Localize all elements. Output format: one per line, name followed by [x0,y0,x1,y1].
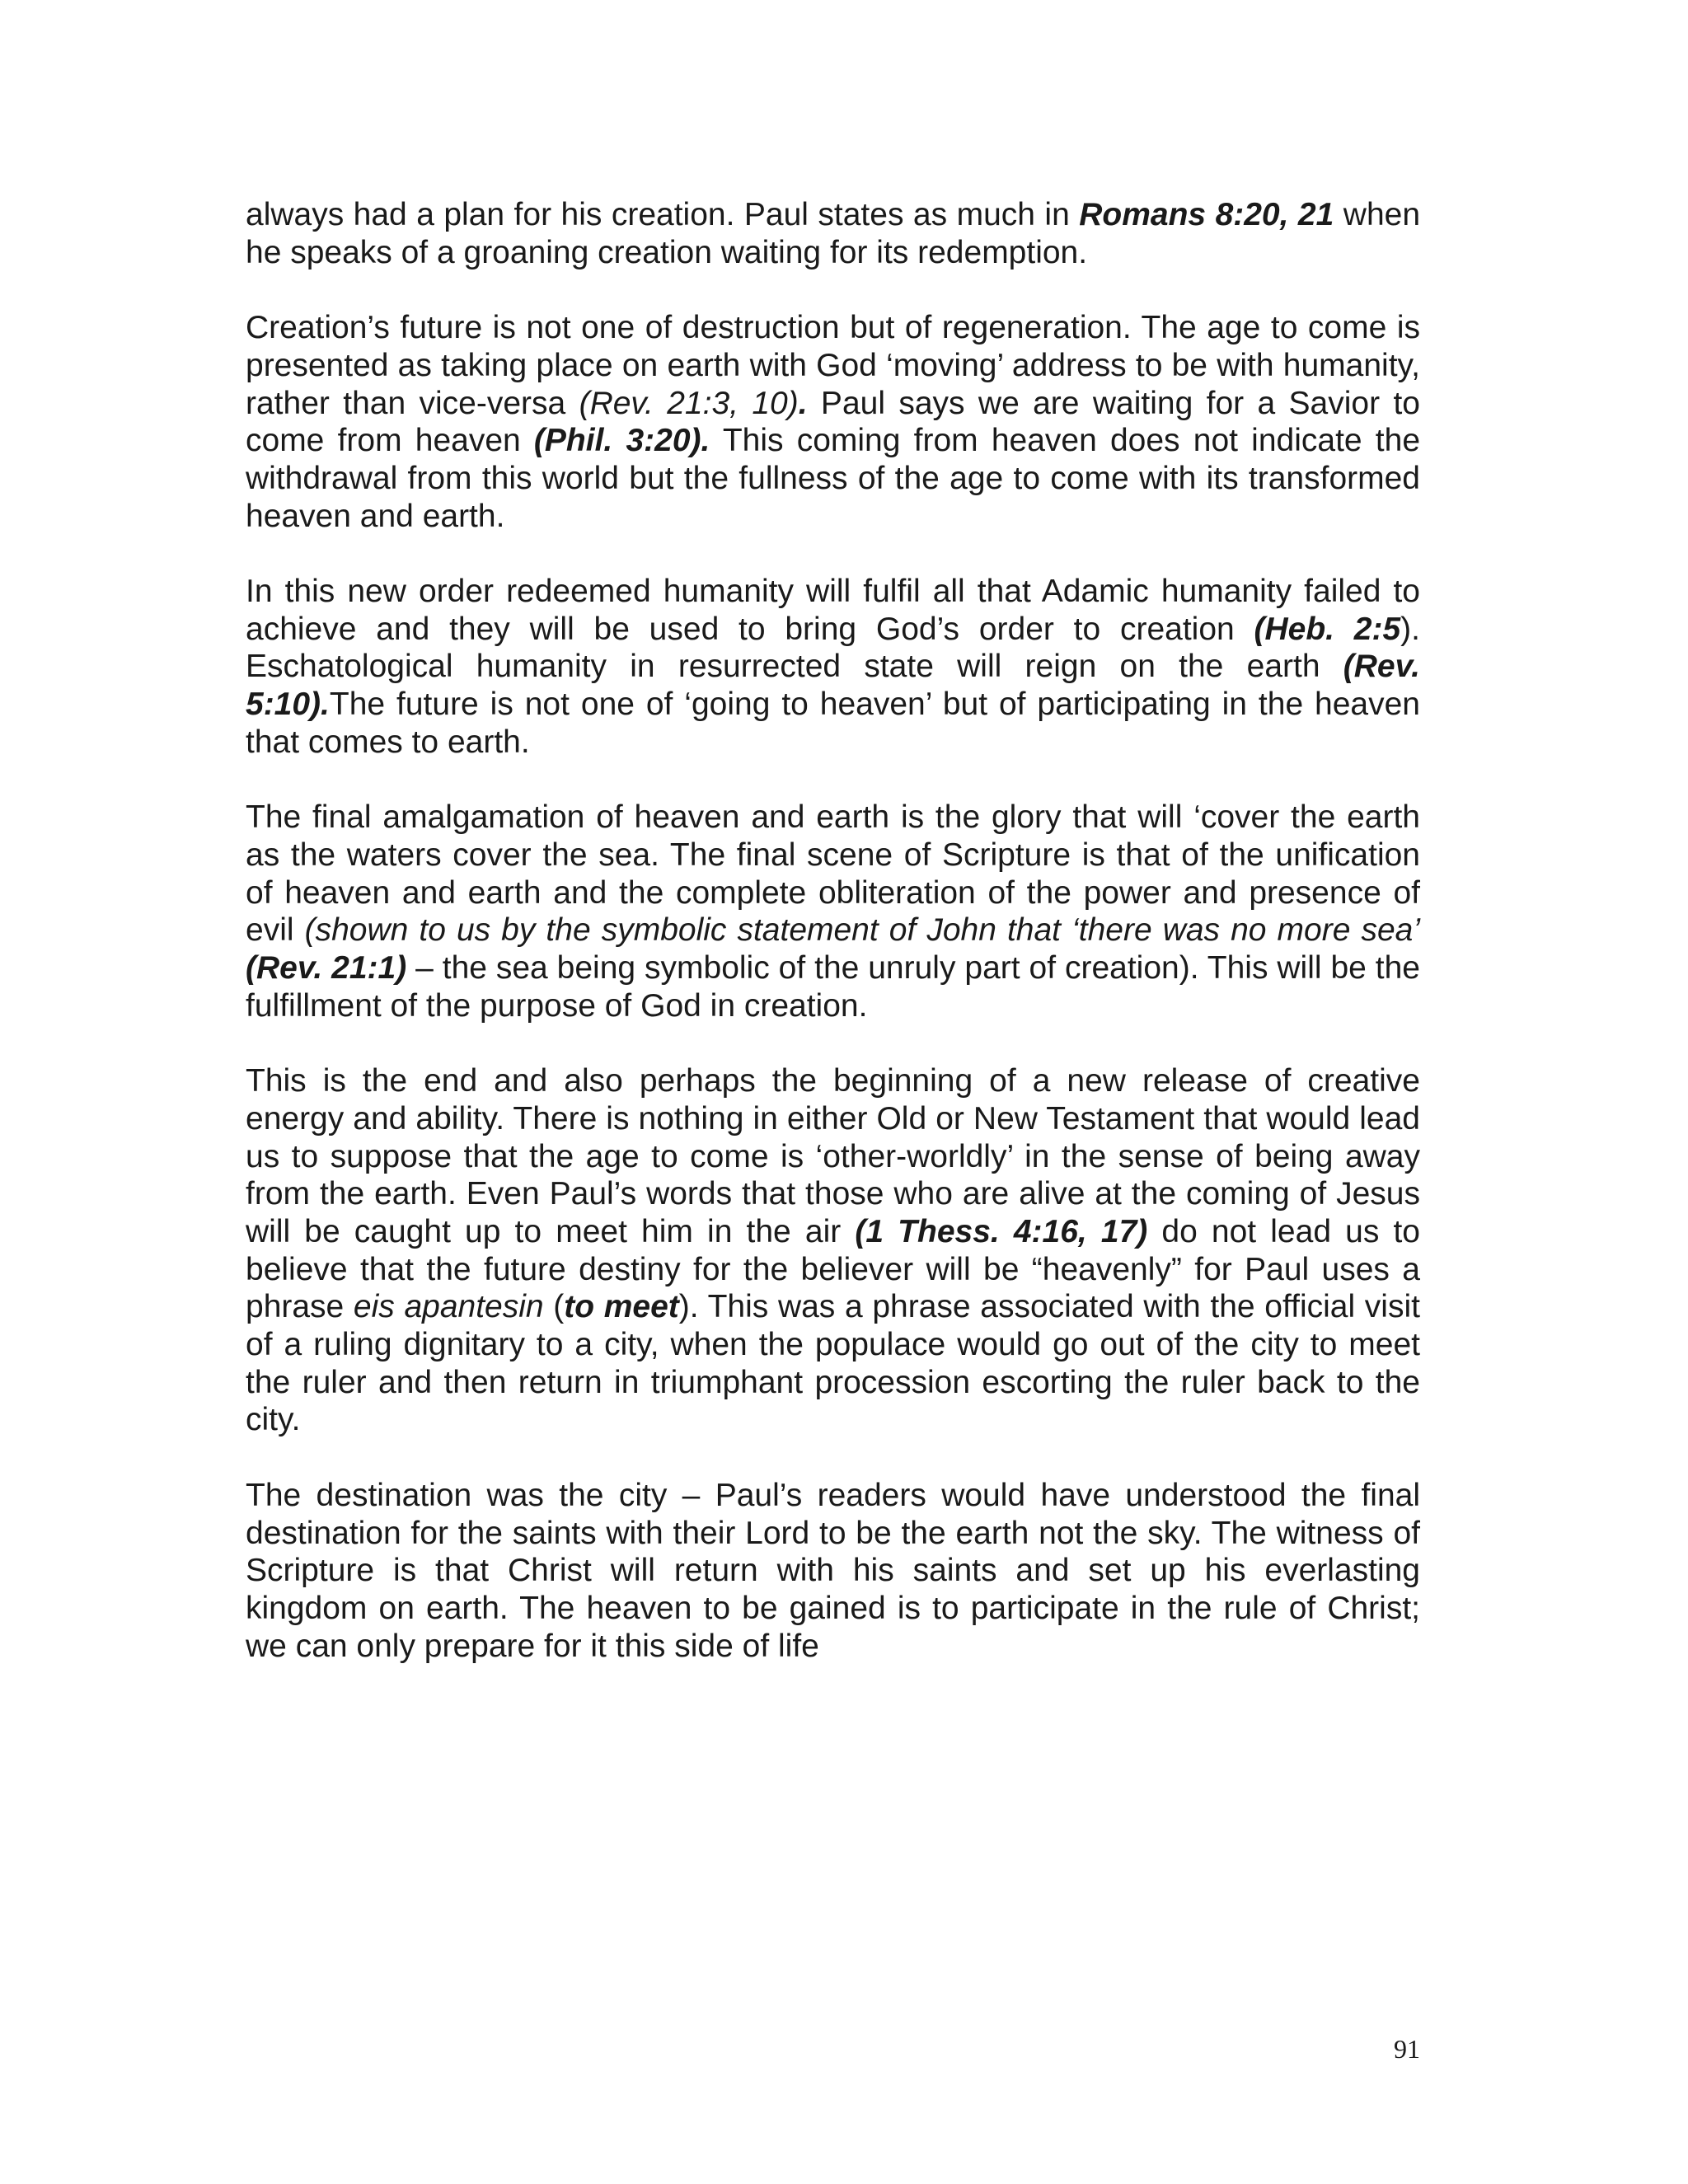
text-segment: This is the end and also perhaps the beginning of a new release of creative energy and ability. There is nothing in either Old or New Testament that would lead us to suppose that the age to come is ‘other-worldly’ in the sense of being away from the earth. Even Paul’s words that those who are alive at the coming of Jesus will be caught up to meet him in the air [246,1063,1420,1249]
body-text [246,196,1420,1665]
paragraph [246,799,1420,1024]
scripture-reference: (1 Thess. 4:16, 17) [855,1213,1148,1249]
text-segment: ). This was a phrase associated with the official visit of a ruling dignitary to a city, when the populace would go out of the city to meet the ruler and then return in triumphant procession escorting the ruler back to the city. [246,1289,1420,1438]
paragraph [246,309,1420,535]
scripture-reference: . [798,385,808,421]
text-segment: The final amalgamation of heaven and earth is the glory that will ‘cover the earth as the waters cover the sea. The final scene of Scripture is that of the unification of heaven and earth and the complete obliteration of the power and presence of evil [246,799,1420,949]
text-segment: Creation’s future is not one of destruction but of regeneration. The age to come is presented as taking place on earth with God ‘moving’ address to be with humanity, rather than vice-versa [246,310,1420,421]
page-number: 91 [1394,2034,1420,2064]
scripture-reference: Romans 8:20, 21 [1079,197,1334,232]
scripture-reference: (Rev. 21:1) [246,950,407,987]
text-segment: – the sea being symbolic of the unruly part of creation). This will be the fulfillment of the purpose of God in creation. [246,950,1420,1024]
paragraph [246,196,1420,271]
paragraph [246,1477,1420,1666]
text-segment: This coming from heaven does not indicate the withdrawal from this world but the fullness of the age to come with its transformed heaven and earth. [246,423,1421,534]
scripture-reference: (Rev. 5:10). [246,649,1420,723]
text-segment: do not lead us to believe that the future destiny for the believer will be “heavenly” for Paul uses a phrase [246,1213,1420,1325]
scripture-reference: (Heb. 2:5 [1254,611,1401,647]
italic-text: (shown to us by the symbolic statement of John that ‘there was no more sea’ [304,912,1420,949]
text-segment: when he speaks of a groaning creation waiting for its redemption. [246,197,1421,270]
scripture-reference: to meet [564,1289,679,1325]
italic-text: (Rev. 21:3, 10) [579,385,799,421]
paragraph [246,573,1420,762]
text-segment: The destination was the city – Paul’s readers would have understood the final destination for the saints with their Lord to be the earth not the sky. The witness of Scripture is that Christ will return with his saints and set up his everlasting kingdom on earth. The heaven to be gained is to participate in the rule of Christ; we can only prepare for it this side of life [246,1477,1420,1664]
text-segment: ). Eschatological humanity in resurrected state will reign on the earth [246,611,1420,685]
italic-text: eis apantesin [353,1289,544,1325]
text-segment: In this new order redeemed humanity will fulfil all that Adamic humanity failed to achieve and they will be used to bring God’s order to creation [246,574,1420,647]
text-segment: The future is not one of ‘going to heaven’ but of participating in the heaven that comes to earth. [246,687,1420,760]
text-segment: ( [543,1289,565,1325]
text-segment: Paul says we are waiting for a Savior to come from heaven [246,385,1420,459]
paragraph [246,1062,1420,1439]
scripture-reference: (Phil. 3:20). [533,423,710,459]
text-segment: always had a plan for his creation. Paul states as much in [246,197,1080,232]
